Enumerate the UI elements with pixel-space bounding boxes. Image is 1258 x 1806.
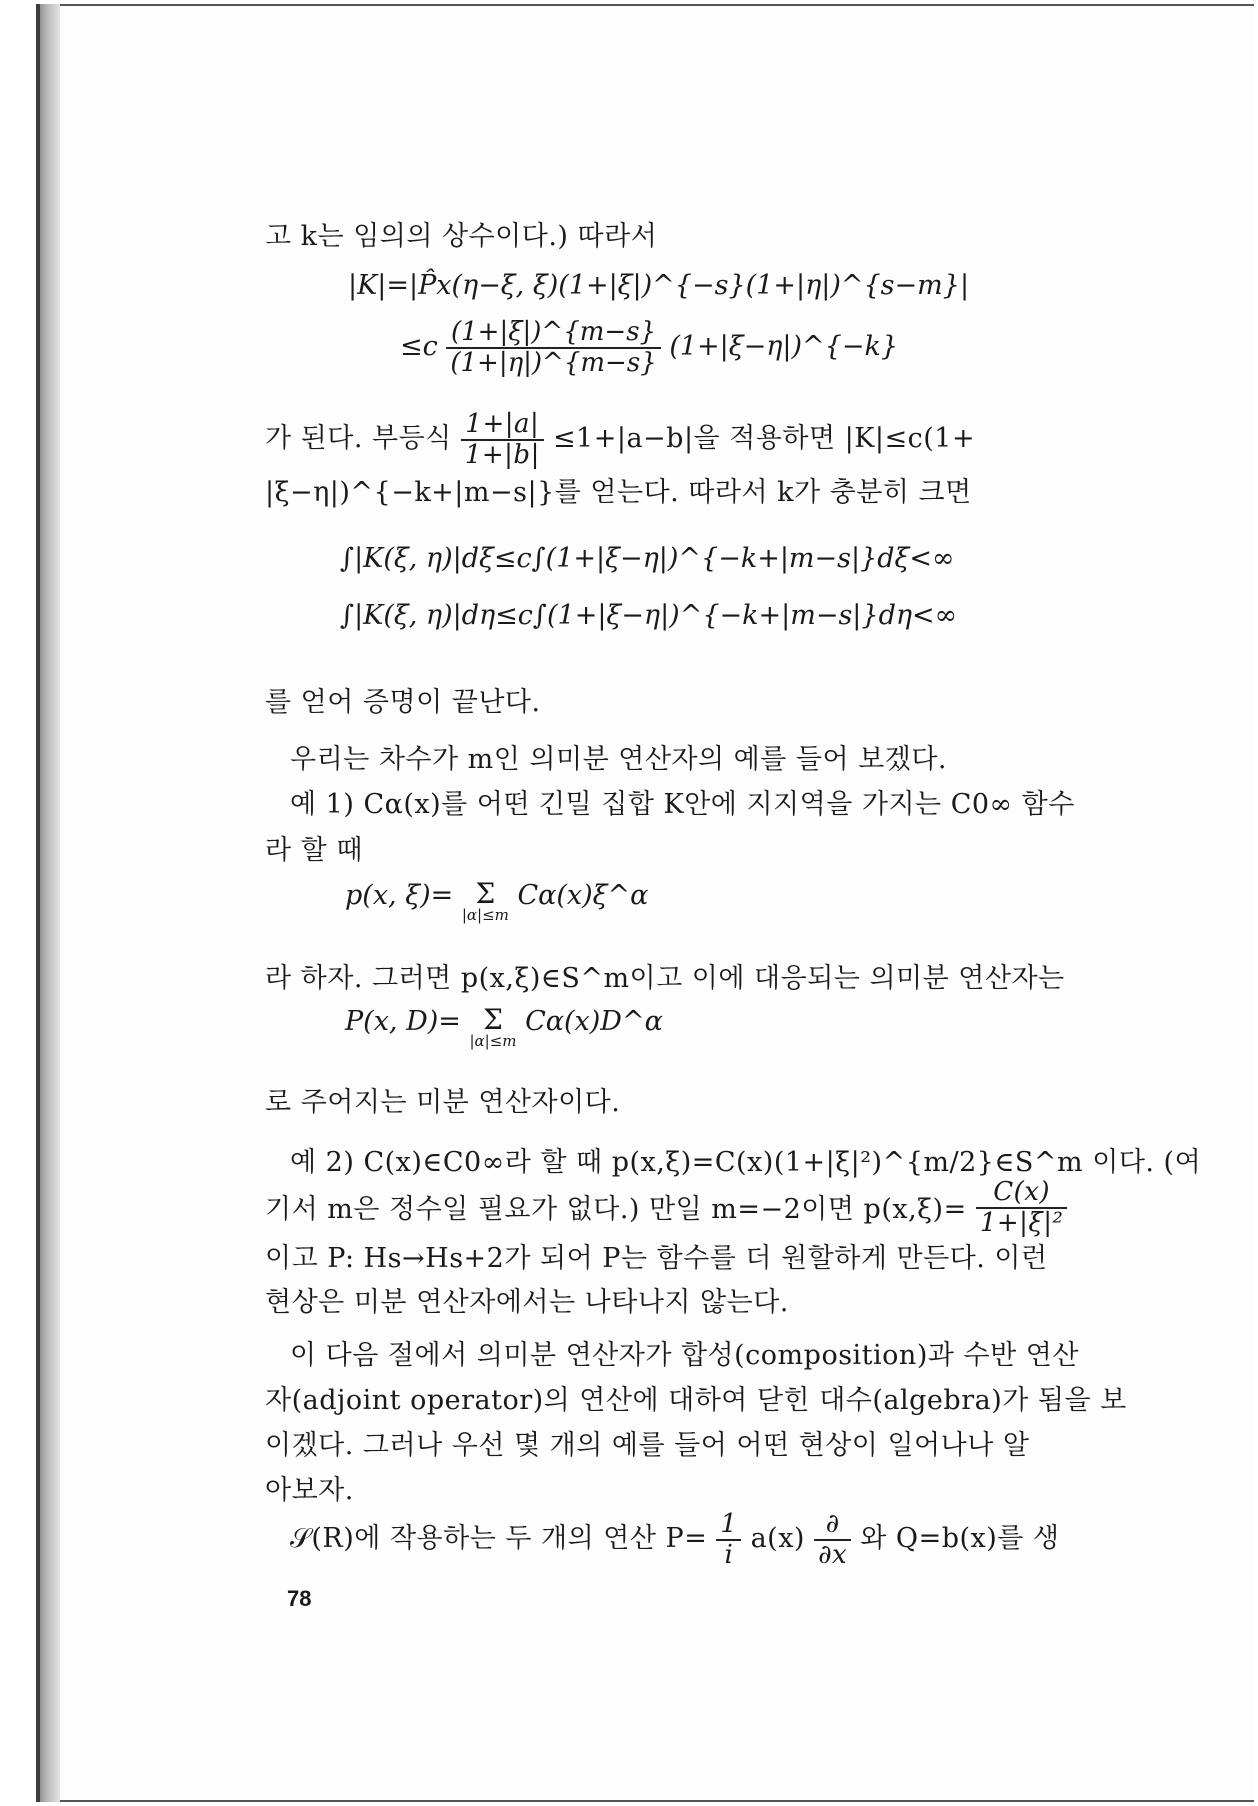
equation-operator-sum — [345, 1003, 663, 1050]
last-deriv-den: ∂x — [818, 1539, 848, 1570]
text-line-example2-c: 이고 P: Hs→Hs+2가 되어 P는 함수를 더 원할하게 만든다. 이런 — [265, 1243, 1048, 1274]
last-lead: 𝒮(R)에 작용하는 두 개의 연산 P= — [290, 1523, 708, 1555]
text-line-inequality — [265, 410, 975, 469]
text-line-1: 고 k는 임의의 상수이다.) 따라서 — [265, 221, 658, 252]
last-ax: a(x) — [750, 1523, 805, 1555]
text-line-example1-c: 라 하자. 그러면 p(x,ξ)∈S^m이고 이에 대응되는 의미분 연산자는 — [265, 963, 1065, 994]
text-line-intro: 우리는 차수가 m인 의미분 연산자의 예를 들어 보겠다. — [290, 744, 947, 775]
eq2-tail: (1+|ξ−η|)^{−k} — [669, 331, 899, 363]
last-frac-1-over-i — [716, 1510, 741, 1569]
text-line-example1-a: 예 1) Cα(x)를 어떤 긴밀 집합 K안에 지지역을 가지는 C0∞ 함수 — [290, 789, 1075, 820]
ex2-fraction — [976, 1178, 1068, 1237]
ineq-lead: 가 된다. 부등식 — [265, 423, 452, 455]
text-line-proof-end: 를 얻어 증명이 끝난다. — [265, 687, 541, 718]
sum2-right: Cα(x)D^α — [525, 1006, 663, 1037]
text-line-next-2: 자(adjoint operator)의 연산에 대하여 닫힌 대수(algebra)가 됨을 보 — [265, 1385, 1127, 1416]
text-line-next-4: 아보자. — [265, 1475, 354, 1506]
text-line-example1-d: 로 주어지는 미분 연산자이다. — [265, 1087, 621, 1118]
last-deriv-num: ∂ — [814, 1510, 851, 1541]
ex2b-text: 기서 m은 정수일 필요가 없다.) 만일 m=−2이면 p(x,ξ)= — [265, 1194, 967, 1226]
text-line-next-3: 이겠다. 그러나 우선 몇 개의 예를 들어 어떤 현상이 일어나나 알 — [265, 1430, 1030, 1461]
sum1-right: Cα(x)ξ^α — [517, 880, 649, 911]
equation-k-bound — [400, 318, 898, 377]
integral-xi: ∫|K(ξ, η)|dξ≤c∫(1+|ξ−η|)^{−k+|m−s|}dξ<∞ — [340, 543, 955, 574]
sum2-range: |α|≤m — [469, 1032, 517, 1050]
last-tail: 와 Q=b(x)를 생 — [860, 1523, 1060, 1555]
ex2-numerator: C(x) — [976, 1178, 1068, 1209]
sum1-left: p(x, ξ)= — [345, 880, 454, 911]
sum2-left: P(x, D)= — [345, 1006, 461, 1037]
eq2-leq-c: ≤c — [400, 331, 438, 363]
equation-symbol-sum — [345, 877, 649, 924]
sum1-range: |α|≤m — [461, 906, 509, 924]
ineq-tail: ≤1+|a−b|을 적용하면 |K|≤c(1+ — [552, 423, 976, 455]
text-line-example2-d: 현상은 미분 연산자에서는 나타나지 않는다. — [265, 1287, 789, 1318]
text-line-next-1: 이 다음 절에서 의미분 연산자가 합성(composition)과 수반 연산 — [290, 1340, 1079, 1371]
sum1-sigma-sign: Σ — [475, 877, 496, 910]
text-line-example2-a: 예 2) C(x)∈C0∞라 할 때 p(x,ξ)=C(x)(1+|ξ|²)^{m/2}∈S^m 이다. (여 — [290, 1147, 1202, 1178]
last-derivative — [814, 1510, 851, 1569]
ineq-fraction — [461, 410, 544, 469]
text-line-inequality-2: |ξ−η|)^{−k+|m−s|}를 얻는다. 따라서 k가 충분히 크면 — [265, 477, 972, 508]
text-line-example1-b: 라 할 때 — [265, 835, 363, 866]
sum2-sigma — [469, 1003, 517, 1050]
last-frac-num: 1 — [716, 1510, 741, 1541]
integral-eta: ∫|K(ξ, η)|dη≤c∫(1+|ξ−η|)^{−k+|m−s|}dη<∞ — [340, 600, 958, 631]
eq2-numerator: (1+|ξ|)^{m−s} — [446, 318, 660, 349]
last-frac-den: i — [724, 1539, 734, 1570]
page-number: 78 — [287, 1586, 312, 1611]
sum1-sigma — [461, 877, 509, 924]
equation-k-abs: |K|=|P̂x(η−ξ, ξ)(1+|ξ|)^{−s}(1+|η|)^{s−m}| — [348, 270, 970, 301]
text-line-last — [290, 1510, 1060, 1569]
ineq-numerator: 1+|a| — [461, 410, 544, 441]
book-spine — [36, 4, 40, 1802]
eq2-denominator: (1+|η|)^{m−s} — [450, 347, 657, 378]
ex2-denominator: 1+|ξ|² — [979, 1207, 1064, 1238]
eq2-fraction — [446, 318, 660, 377]
sum2-sigma-sign: Σ — [483, 1003, 503, 1036]
text-line-example2-b — [265, 1177, 1067, 1238]
ineq-denominator: 1+|b| — [464, 439, 540, 470]
